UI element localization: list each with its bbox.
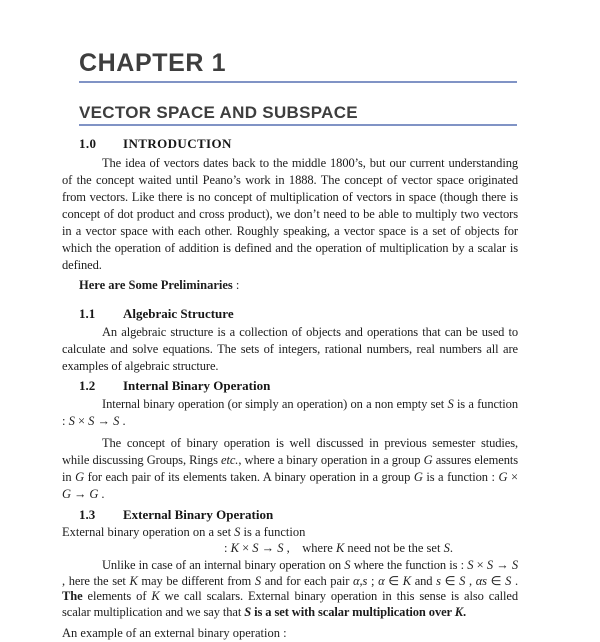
title-rule — [79, 124, 517, 126]
chapter-heading: CHAPTER 1 — [79, 49, 227, 77]
section-heading-1-2 — [79, 378, 518, 393]
section-number-1-1: 1.1 — [79, 306, 96, 321]
paragraph-1-2-intro: Internal binary operation (or simply an operation) on a non empty set S is a function — [102, 397, 518, 411]
paragraph-1-3-discussion: Unlike in case of an internal binary operation on S where the function is : S × S → S , here the set K may be different from S and for each pair α,s ; α ∈ K and s ∈ S , αs ∈ S . The elements of K we call scalars. External binary operation in this sense is also called scalar multiplication and we say that S is a set with scalar multiplication over K. — [62, 558, 519, 619]
formula-1-2: : S × S → S . — [62, 414, 126, 428]
section-heading-1-3 — [79, 507, 518, 522]
section-title-1-1: Algebraic Structure — [123, 306, 234, 321]
chapter-rule — [79, 81, 517, 83]
section-number-1-2: 1.2 — [79, 378, 96, 393]
preliminaries-line: Here are Some Preliminaries : — [79, 278, 240, 292]
intro-paragraph: The idea of vectors dates back to the middle 1800’s, but our current understanding of the concept waited until Peano’s work in 1888. The concept of vector space originated from vectors. Like there is no concept of multiplication of vectors in space (though there is concept of dot product and cross product), we don’t need to be able to multiply two vectors in a vector space with each other. Roughly speaking, a vector space is a set of objects for which the operation of addition is defined and the operation of multiplication by a scalar is defined. — [62, 156, 518, 272]
section-heading-1-1 — [79, 306, 518, 321]
section-title-1-3: External Binary Operation — [123, 507, 274, 522]
section-number-1-0: 1.0 — [79, 136, 97, 151]
section-number-1-3: 1.3 — [79, 507, 96, 522]
formula-1-3: : K × S → S , where K need not be the set S. — [224, 541, 453, 555]
section-title-1-2: Internal Binary Operation — [123, 378, 271, 393]
closing-line: An example of an external binary operation : — [62, 626, 287, 640]
section-title-1-0: INTRODUCTION — [123, 136, 232, 151]
page-title: VECTOR SPACE AND SUBSPACE — [79, 103, 358, 122]
paragraph-1-1: An algebraic structure is a collection of objects and operations that can be used to calculate and solve equations. The sets of integers, rational numbers, real numbers all are examples of algebraic structure. — [62, 325, 518, 373]
section-heading-1-0 — [79, 136, 518, 151]
paragraph-1-3-intro: External binary operation on a set S is a function — [62, 525, 306, 539]
paragraph-1-2-discussion: The concept of binary operation is well discussed in previous semester studies, while discussing Groups, Rings etc., where a binary operation in a group G assures elements in G for each pair of its elements taken. A binary operation in a group G is a function : G × G → G . — [62, 436, 518, 501]
